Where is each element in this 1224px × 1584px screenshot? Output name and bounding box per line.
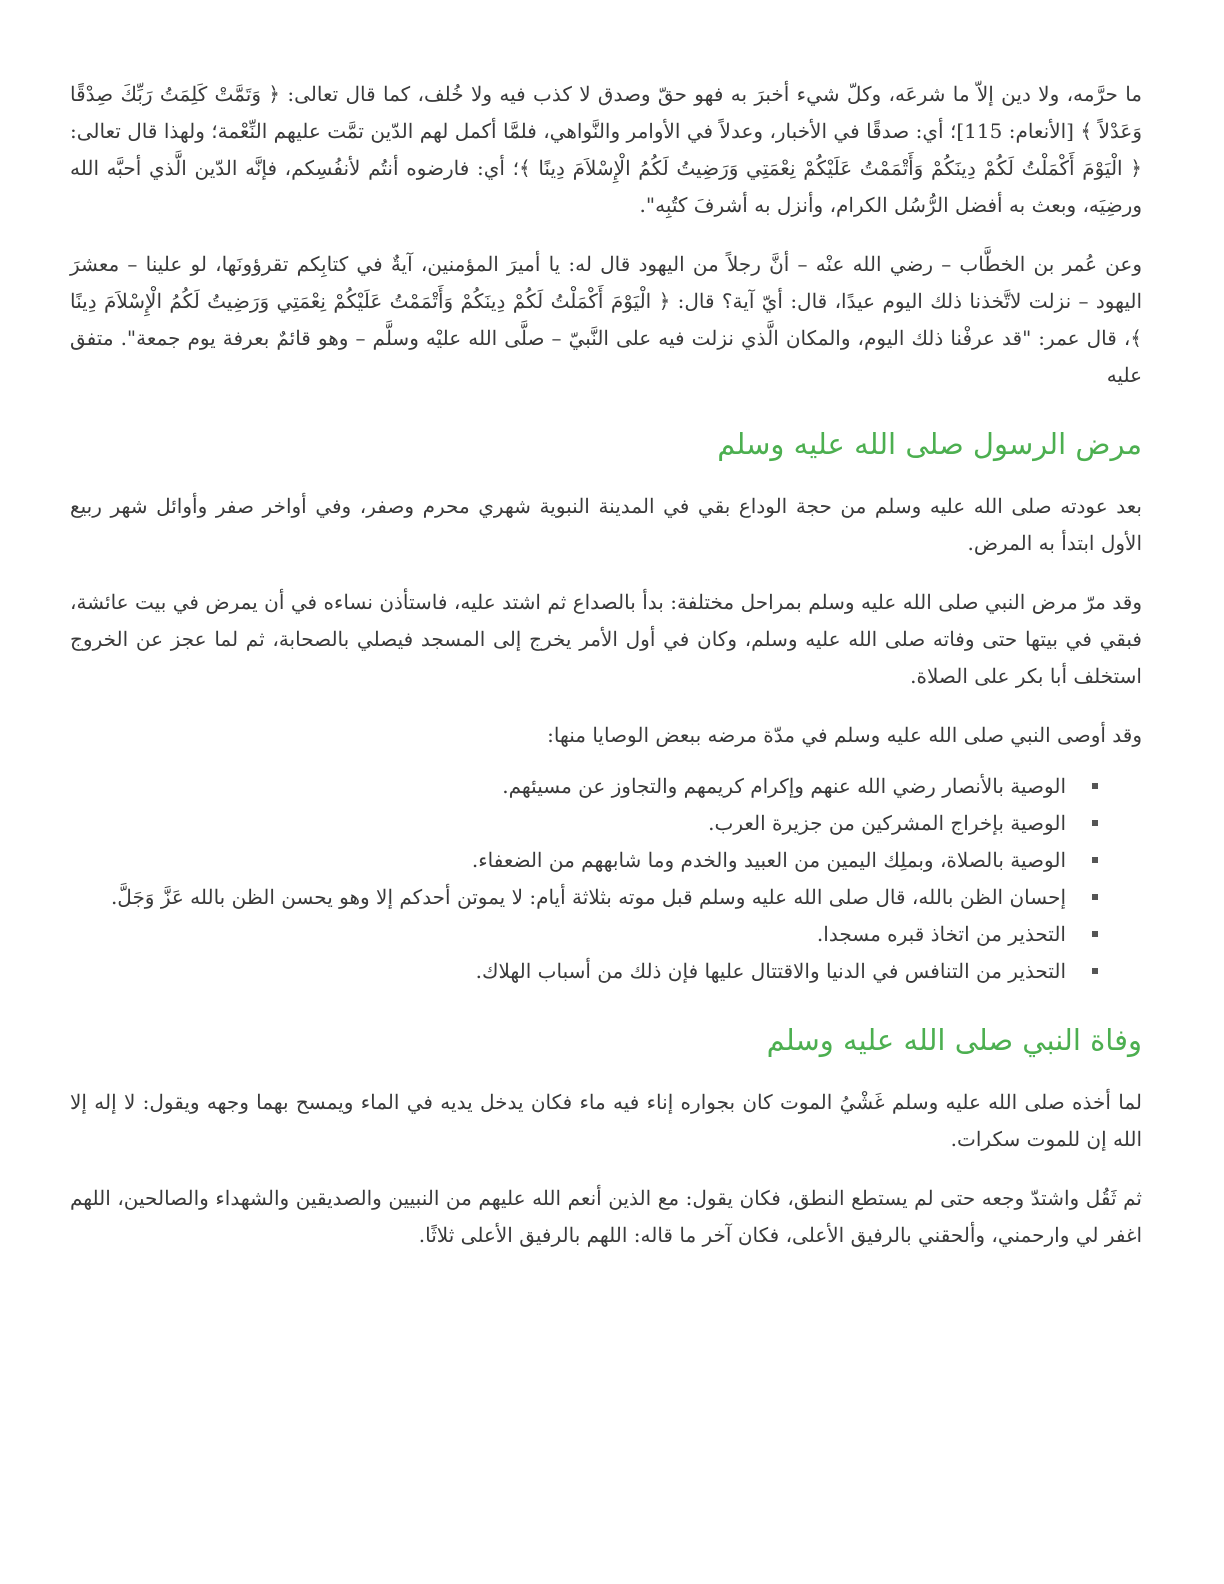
death-paragraph-2: ثم ثَقُل واشتدّ وجعه حتى لم يستطع النطق، فكان يقول: مع الذين أنعم الله عليهم من النبيين والصديقين والشهداء والصالحين، اللهم اغفر لي وارحمني، وألحقني بالرفيق الأعلى، فكان آخر ما قاله: اللهم بالرفيق الأعلى ثلاثًا. — [70, 1186, 1142, 1247]
list-item — [70, 879, 1076, 916]
list-item-text: التحذير من اتخاذ قبره مسجدا. — [816, 922, 1066, 946]
list-item — [70, 953, 1076, 990]
bullet-icon — [1092, 931, 1098, 937]
intro-paragraph-1: ما حرَّمه، ولا دين إلاّ ما شرعَه، وكلّ شيء أخبرَ به فهو حقّ وصدق لا كذب فيه ولا خُلف، كما قال تعالى: ﴿ وَتَمَّتْ كَلِمَتُ رَبِّكَ صِدْقًا وَعَدْلاً ﴾ [الأنعام: 115]؛ أي: صدقًا في الأخبار، وعدلاً في الأوامر والنَّواهي، فلمَّا أكمل لهم الدّين تمَّت عليهم النِّعْمة؛ ولهذا قال تعالى: ﴿ الْيَوْمَ أَكْمَلْتُ لَكُمْ دِينَكُمْ وَأَتْمَمْتُ عَلَيْكُمْ نِعْمَتِي وَرَضِيتُ لَكُمُ الْإِسْلاَمَ دِينًا ﴾؛ أي: فارضوه أنتُم لأنفُسِكم، فإنَّه الدّين الَّذي أحبَّه الله ورضِيَه، وبعث به أفضل الرُّسُل الكرام، وأنزل به أشرفَ كتُبِه". — [70, 82, 1143, 217]
list-item-text: الوصية بإخراج المشركين من جزيرة العرب. — [708, 811, 1066, 835]
list-item — [70, 768, 1076, 805]
bullet-icon — [1092, 783, 1098, 789]
bullet-icon — [1092, 857, 1098, 863]
bullet-icon — [1092, 894, 1098, 900]
illness-paragraph-1: بعد عودته صلى الله عليه وسلم من حجة الوداع بقي في المدينة النبوية شهري محرم وصفر، وفي أواخر صفر وأوائل شهر ربيع الأول ابتدأ به المرض. — [70, 494, 1142, 555]
list-item-text: التحذير من التنافس في الدنيا والاقتتال عليها فإن ذلك من أسباب الهلاك. — [475, 959, 1066, 983]
list-item — [70, 842, 1076, 879]
bullet-icon — [1092, 820, 1098, 826]
list-item-text: الوصية بالأنصار رضي الله عنهم وإكرام كريمهم والتجاوز عن مسيئهم. — [502, 774, 1066, 798]
list-item-text: الوصية بالصلاة، وبملِك اليمين من العبيد والخدم وما شابههم من الضعفاء. — [471, 848, 1066, 872]
advice-list — [70, 768, 1142, 990]
illness-paragraph-3: وقد أوصى النبي صلى الله عليه وسلم في مدّة مرضه ببعض الوصايا منها: — [547, 723, 1142, 747]
section-heading-death: وفاة النبي صلى الله عليه وسلم — [766, 1023, 1142, 1057]
list-item — [70, 916, 1076, 953]
death-paragraph-1: لما أخذه صلى الله عليه وسلم غَشْيُ الموت كان بجواره إناء فيه ماء فكان يدخل يديه في الماء ويمسح بهما وجهه ويقول: لا إله إلا الله إن للموت سكرات. — [70, 1090, 1142, 1151]
bullet-icon — [1092, 968, 1098, 974]
illness-paragraph-2: وقد مرّ مرض النبي صلى الله عليه وسلم بمراحل مختلفة: بدأ بالصداع ثم اشتد عليه، فاستأذن نساءه في أن يمرض في بيت عائشة، فبقي في بيتها حتى وفاته صلى الله عليه وسلم، وكان في أول الأمر يخرج إلى المسجد فيصلي بالصحابة، ثم لما عجز عن الخروج استخلف أبا بكر على الصلاة. — [70, 590, 1142, 688]
list-item-text: إحسان الظن بالله، قال صلى الله عليه وسلم قبل موته بثلاثة أيام: لا يموتن أحدكم إلا وهو يحسن الظن بالله عَزَّ وَجَلَّ. — [110, 885, 1066, 909]
intro-paragraph-2: وعن عُمر بن الخطَّاب – رضي الله عنْه – أنَّ رجلاً من اليهود قال له: يا أميرَ المؤمنين، آيةٌ في كتابِكم تقرؤونَها، لو علينا – معشرَ اليهود – نزلت لاتَّخذنا ذلك اليوم عيدًا، قال: أيّ آية؟ قال: ﴿ الْيَوْمَ أَكْمَلْتُ لَكُمْ دِينَكُمْ وَأَتْمَمْتُ عَلَيْكُمْ نِعْمَتِي وَرَضِيتُ لَكُمُ الْإِسْلاَمَ دِينًا ﴾، قال عمر: "قد عرفْنا ذلك اليوم، والمكان الَّذي نزلت فيه على النَّبيّ – صلَّى الله عليْه وسلَّم – وهو قائمٌ بعرفة يوم جمعة". متفق عليه — [70, 252, 1142, 387]
section-heading-illness: مرض الرسول صلى الله عليه وسلم — [717, 427, 1142, 461]
list-item — [70, 805, 1076, 842]
